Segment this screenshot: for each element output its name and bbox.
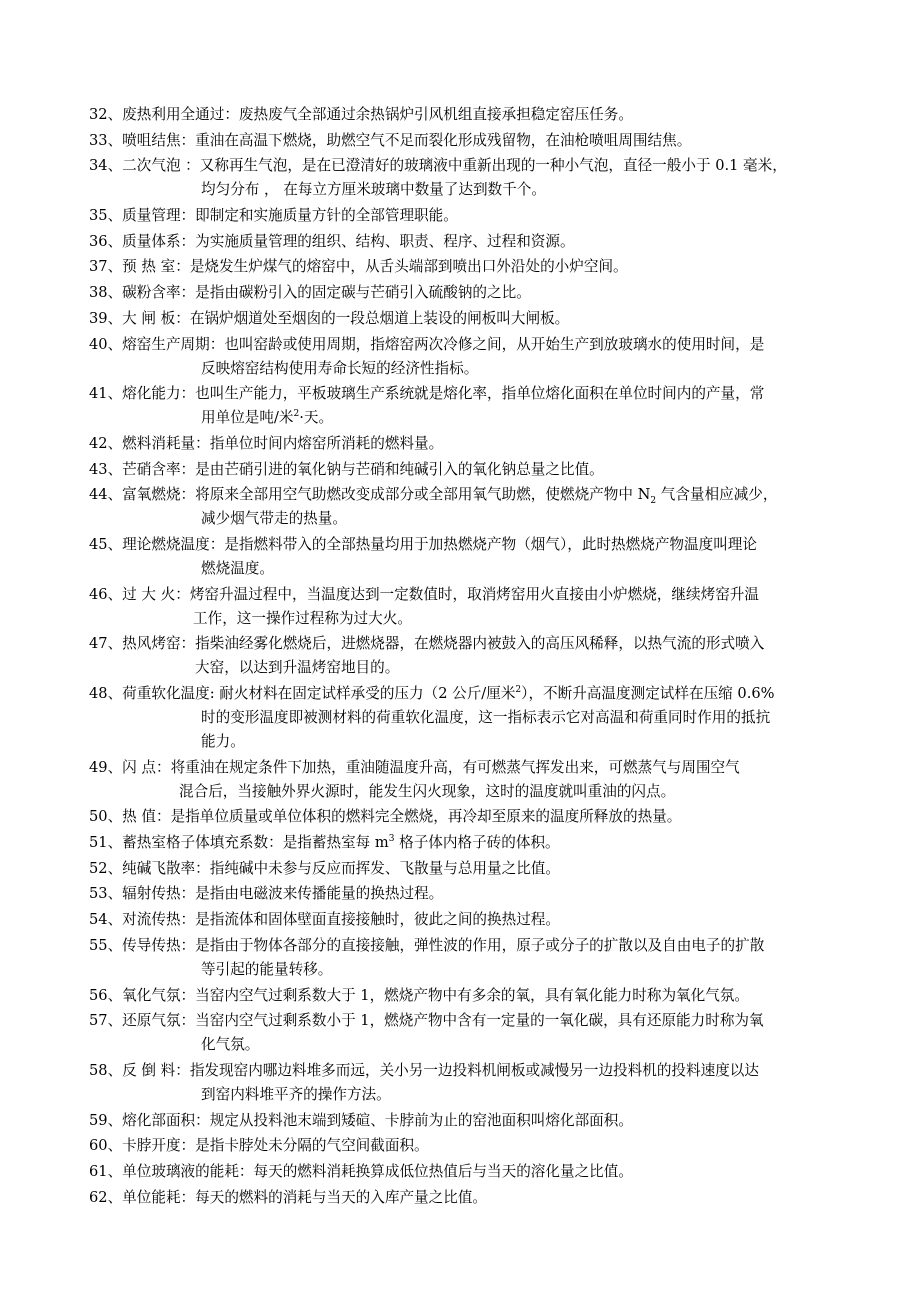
term-line-continued: 化气氛。 (201, 1036, 260, 1054)
term-50 (0, 805, 920, 829)
term-line-continued: 等引起的能量转移。 (201, 960, 333, 978)
term-line: 50、热 值：是指单位质量或单位体积的燃料完全燃烧，再冷却至原来的温度所释放的热量。 (89, 808, 682, 826)
term-text: 51、蓄热室格子体填充系数：是指蓄热室每 m (89, 834, 389, 852)
term-line-continued: 大窑，以达到升温烤窑地目的。 (195, 659, 400, 677)
term-line: 59、熔化部面积：规定从投料池末端到矮碹、卡脖前为止的窑池面积叫熔化部面积。 (89, 1111, 633, 1129)
term-line: 47、热风烤窑：指柴油经雾化燃烧后，进燃烧器，在燃烧器内被鼓入的高压风稀释，以热气流的形式喷入 (89, 635, 765, 653)
term-60 (0, 1134, 920, 1158)
term-line-continued: 时的变形温度即被测材料的荷重软化温度，这一指标表示它对高温和荷重同时作用的抵抗 (201, 709, 771, 726)
term-line: 45、理论燃烧温度：是指燃料带入的全部热量均用于加热燃烧产物（烟气），此时热燃烧产物温度叫理论 (89, 535, 757, 553)
term-text: 气含量相应减少， (656, 486, 778, 504)
term-line: 34、二次气泡 ：又称再生气泡，是在已澄清好的玻璃液中重新出现的一种小气泡，直径一般小于 0.1 毫米， (89, 157, 787, 175)
term-line: 58、反 倒 料：指发现窑内哪边料堆多而远，关小另一边投料机闸板或减慢另一边投料机的投料速度以达 (89, 1061, 759, 1079)
term-45 (0, 533, 920, 581)
term-56 (0, 984, 920, 1008)
term-49 (0, 756, 920, 804)
term-58 (0, 1059, 920, 1107)
term-59 (0, 1109, 920, 1133)
term-61 (0, 1160, 920, 1184)
term-line-continued: 反映熔窑结构使用寿命长短的经济性指标。 (201, 359, 479, 377)
term-line-continued: 工作，这一操作过程称为过大火。 (193, 609, 412, 627)
term-line: 39、大 闸 板：在锅炉烟道处至烟囱的一段总烟道上装设的闸板叫大闸板。 (89, 309, 570, 327)
document-page (0, 103, 920, 1211)
term-line: 57、还原气氛：当窑内空气过剩系数小于 1，燃烧产物中含有一定量的一氧化碳，具有还原能力时称为氧 (89, 1012, 764, 1030)
term-line: 53、辐射传热：是指由电磁波来传播能量的换热过程。 (89, 885, 444, 903)
term-line-continued (0, 406, 920, 430)
term-line (0, 831, 920, 855)
term-line-continued: 燃烧温度。 (201, 559, 274, 577)
term-line (0, 682, 920, 706)
term-line: 38、碳粉含率：是指由碳粉引入的固定碳与芒硝引入硫酸钠的之比。 (89, 284, 531, 302)
term-text: ·天。 (299, 409, 334, 427)
term-line: 42、燃料消耗量：指单位时间内熔窑所消耗的燃料量。 (89, 434, 444, 452)
term-43 (0, 458, 920, 482)
term-text: 44、富氧燃烧：将原来全部用空气助燃改变成部分或全部用氧气助燃，使燃烧产物中 N (89, 486, 651, 504)
term-text: 用单位是吨/米 (201, 409, 294, 427)
term-51 (0, 831, 920, 855)
term-line-continued: 能力。 (201, 733, 245, 750)
term-54 (0, 908, 920, 932)
superscript: 3 (388, 834, 395, 845)
term-40 (0, 333, 920, 381)
term-34 (0, 154, 920, 202)
term-line-continued: 到窑内料堆平齐的操作方法。 (201, 1085, 391, 1103)
term-text: 48、荷重软化温度: 耐火材料在固定试样承受的压力（2 公斤/厘米 (89, 685, 516, 702)
term-line: 33、喷咀结焦：重油在高温下燃烧，助燃空气不足而裂化形成残留物，在油枪喷咀周围结焦。 (89, 131, 692, 149)
term-line: 52、纯碱飞散率：指纯碱中未参与反应而挥发、飞散量与总用量之比值。 (89, 859, 560, 877)
term-52 (0, 857, 920, 881)
term-line: 56、氧化气氛：当窑内空气过剩系数大于 1，燃烧产物中有多余的氧，具有氧化能力时称为氧化气氛。 (89, 986, 750, 1004)
term-62 (0, 1186, 920, 1210)
term-32 (0, 103, 920, 127)
term-line: 49、闪 点：将重油在规定条件下加热，重油随温度升高，有可燃蒸气挥发出来，可燃蒸气与周围空气 (89, 758, 740, 776)
term-line-continued: 均匀分布 ， 在每立方厘米玻璃中数量了达到数千个。 (201, 181, 546, 199)
term-line-continued: 减少烟气带走的热量。 (201, 510, 347, 528)
term-line: 55、传导传热：是指由于物体各部分的直接接触，弹性波的作用，原子或分子的扩散以及自由电子的扩散 (89, 936, 765, 954)
superscript: 2 (515, 685, 522, 696)
term-57 (0, 1009, 920, 1057)
term-39 (0, 307, 920, 331)
term-line: 41、熔化能力：也叫生产能力，平板玻璃生产系统就是熔化率，指单位熔化面积在单位时间内的产量，常 (89, 385, 765, 403)
term-48 (0, 682, 920, 754)
term-line: 40、熔窑生产周期：也叫窑龄或使用周期，指熔窑两次冷修之间，从开始生产到放玻璃水的使用时间，是 (89, 335, 765, 353)
term-42 (0, 432, 920, 456)
term-47 (0, 632, 920, 680)
term-53 (0, 882, 920, 906)
term-35 (0, 204, 920, 228)
term-37 (0, 255, 920, 279)
subscript: 2 (650, 496, 657, 507)
term-44 (0, 483, 920, 531)
term-33 (0, 129, 920, 153)
term-line (0, 483, 920, 507)
term-line-continued: 混合后，当接触外界火源时，能发生闪火现象，这时的温度就叫重油的闪点。 (179, 782, 676, 800)
term-line: 61、单位玻璃液的能耗：每天的燃料消耗换算成低位热值后与当天的溶化量之比值。 (89, 1162, 633, 1180)
term-line: 32、废热利用全通过：废热废气全部通过余热锅炉引风机组直接承担稳定窑压任务。 (89, 106, 633, 123)
term-55 (0, 934, 920, 982)
term-38 (0, 281, 920, 305)
term-text: ），不断升高温度测定试样在压缩 0.6% (521, 685, 775, 702)
term-46 (0, 583, 920, 631)
term-36 (0, 230, 920, 254)
term-line: 36、质量体系：为实施质量管理的组织、结构、职责、程序、过程和资源。 (89, 232, 575, 250)
term-line: 46、过 大 火：烤窑升温过程中，当温度达到一定数值时，取消烤窑用火直接由小炉燃烧，继续烤窑升温 (89, 585, 759, 603)
term-line: 35、质量管理：即制定和实施质量方针的全部管理职能。 (89, 207, 458, 225)
term-text: 格子体内格子砖的体积。 (394, 834, 560, 852)
superscript: 2 (293, 409, 300, 420)
term-line: 37、预 热 室：是烧发生炉煤气的熔窑中，从舌头端部到喷出口外沿处的小炉空间。 (89, 258, 628, 276)
term-line: 62、单位能耗：每天的燃料的消耗与当天的入库产量之比值。 (89, 1188, 488, 1206)
term-line: 54、对流传热：是指流体和固体壁面直接接触时，彼此之间的换热过程。 (89, 911, 560, 929)
term-line: 43、芒硝含率：是由芒硝引进的氧化钠与芒硝和纯碱引入的氧化钠总量之比值。 (89, 460, 604, 478)
term-line: 60、卡脖开度：是指卡脖处未分隔的气空间截面积。 (89, 1137, 429, 1155)
term-41 (0, 382, 920, 430)
